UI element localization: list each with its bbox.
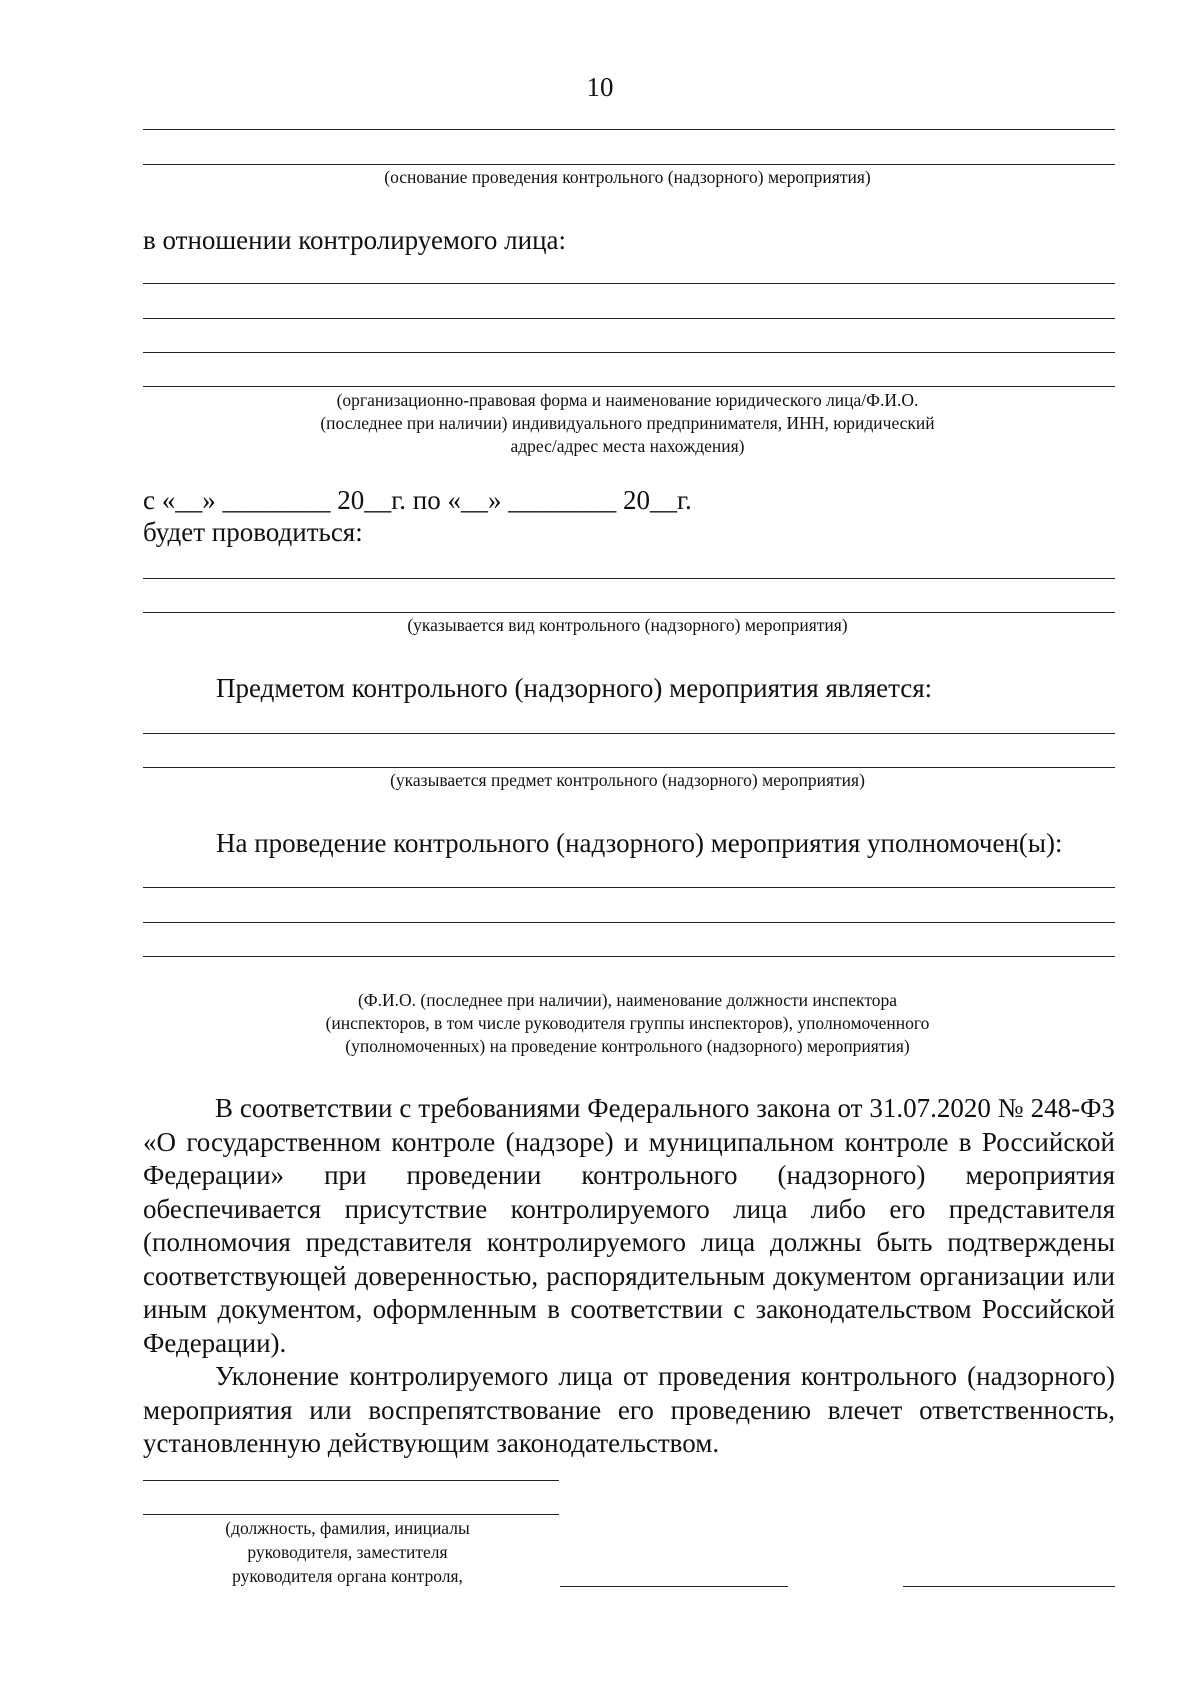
signature-caption-line-3: руководителя органа контроля, [232,1566,463,1586]
basis-line-1 [143,129,1115,130]
controlled-person-line-2 [143,318,1115,319]
signature-position-line-2 [143,1514,559,1515]
kind-line-2 [143,612,1115,613]
kind-line-1 [143,578,1115,579]
controlled-person-heading: в отношении контролируемого лица: [143,225,567,255]
page-number: 10 [586,72,614,102]
authorized-caption [140,989,1115,1058]
authorized-line-1 [143,887,1115,888]
authorized-line-2 [143,922,1115,923]
subject-caption: (указывается предмет контрольного (надзорного) мероприятия) [390,770,865,790]
authorized-line-3 [143,956,1115,957]
subject-line-2 [143,767,1115,768]
signature-caption [145,1516,550,1588]
signature-caption-line-2: руководителя, заместителя [247,1542,448,1562]
basis-line-2 [143,164,1115,165]
basis-caption: (основание проведения контрольного (надзорного) мероприятия) [384,167,871,187]
date-range: с «__» ________ 20__г. по «__» ________ 20__г. [143,485,692,515]
signature-caption-line-1: (должность, фамилия, инициалы [225,1518,470,1538]
signature-line [560,1586,788,1587]
controlled-person-line-4 [143,386,1115,387]
initials-line [903,1586,1115,1587]
signature-position-line-1 [143,1480,559,1481]
controlled-person-caption [140,389,1115,458]
authorized-caption-line-2: (инспекторов, в том числе руководителя группы инспекторов), уполномоченного [325,1013,930,1033]
controlled-person-caption-line-3: адрес/адрес места нахождения) [510,436,745,456]
authorized-heading: На проведение контрольного (надзорного) мероприятия уполномочен(ы): [216,828,1063,858]
authorized-caption-line-3: (уполномоченных) на проведение контрольного (надзорного) мероприятия) [345,1036,910,1056]
legal-text [143,1092,1115,1461]
controlled-person-caption-line-2: (последнее при наличии) индивидуального предпринимателя, ИНН, юридический [320,413,935,433]
kind-caption: (указывается вид контрольного (надзорного) мероприятия) [407,615,848,635]
controlled-person-line-1 [143,283,1115,284]
authorized-caption-line-1: (Ф.И.О. (последнее при наличии), наименование должности инспектора [357,990,898,1010]
controlled-person-caption-line-1: (организационно-правовая форма и наименование юридического лица/Ф.И.О. [336,390,919,410]
paragraph-1: В соответствии с требованиями Федерального закона от 31.07.2020 № 248-ФЗ «О государственном контроле (надзоре) и муниципальном контроле в Российской Федерации» при проведении контрольного (надзорного) мероприятия обеспечивается присутствие контролируемого лица либо его представителя (полномочия представителя контролируемого лица должны быть подтверждены соответствующей доверенностью, распорядительным документом организации или иным документом, оформленным в соответствии с законодательством Российской Федерации). [143,1093,1115,1358]
will-be-held-label: будет проводиться: [143,517,363,547]
paragraph-2: Уклонение контролируемого лица от проведения контрольного (надзорного) мероприятия или воспрепятствование его проведению влечет ответственность, установленную действующим законодательством. [143,1361,1115,1458]
subject-line-1 [143,733,1115,734]
controlled-person-line-3 [143,352,1115,353]
subject-heading: Предметом контрольного (надзорного) мероприятия является: [216,673,933,703]
